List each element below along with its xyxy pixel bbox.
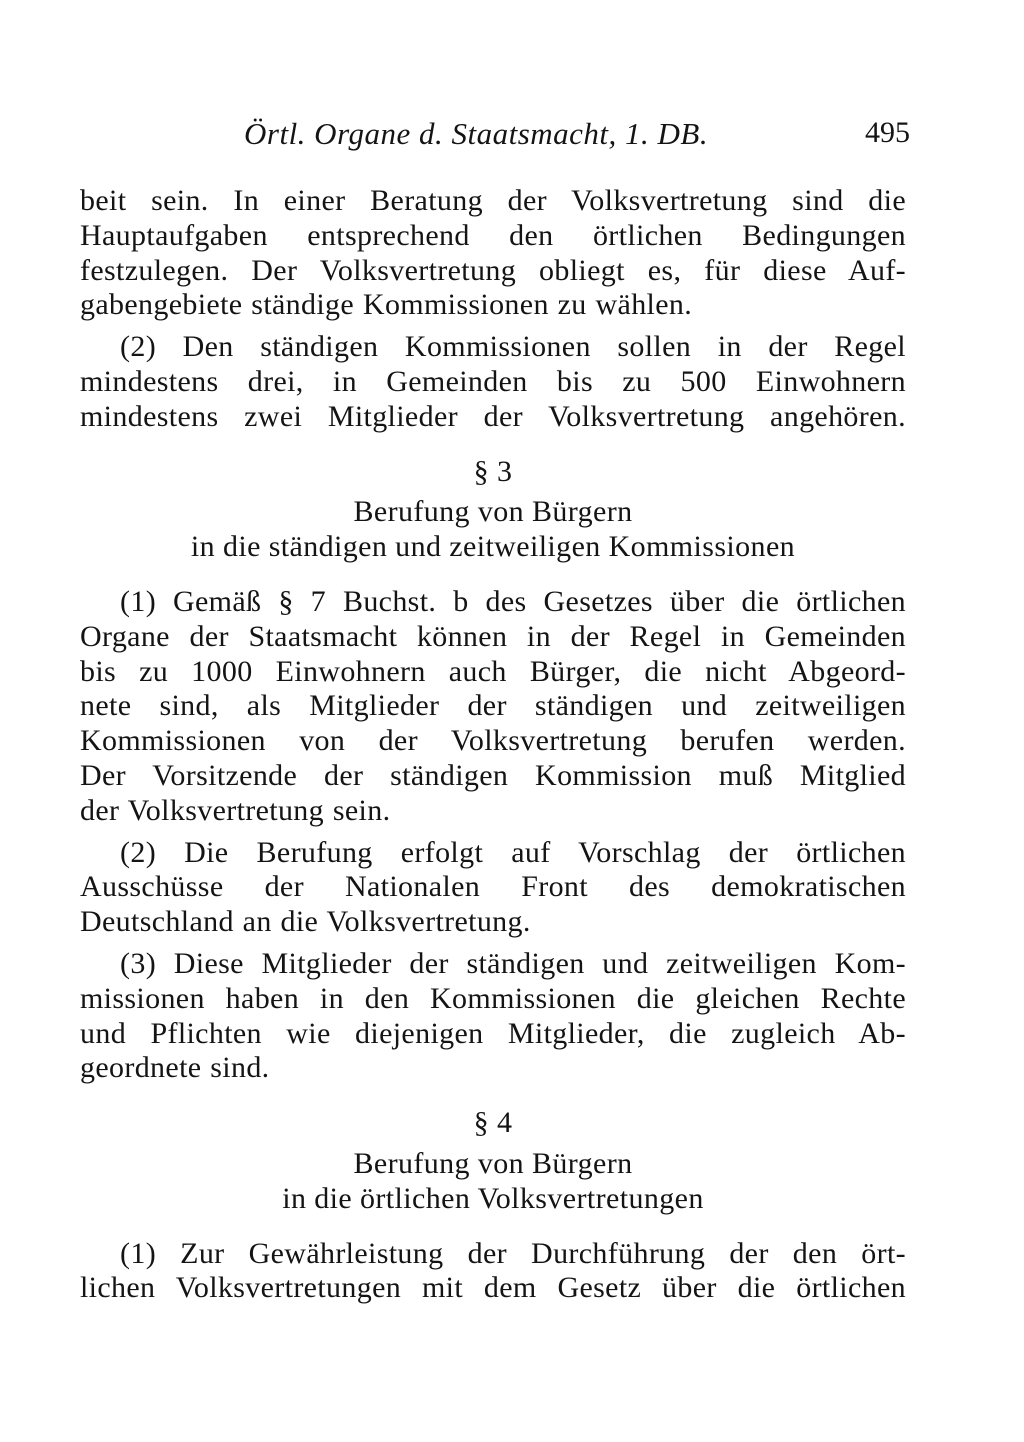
text-line: geordnete sind. [80,1051,270,1085]
section-sign: § 4 [473,1106,513,1140]
paragraph-continued [80,184,906,323]
text-line: Organe der Staatsmacht können in der Regel in Gemeinden [80,619,906,653]
section-title-line: in die ständigen und zeitweiligen Kommissionen [190,530,796,564]
section-3-heading [80,455,906,565]
body-text [80,184,906,1306]
section-3-paragraph-2 [80,836,906,940]
text-line: (2) Den ständigen Kommissionen sollen in der Regel [120,330,906,364]
text-line: nete sind, als Mitglieder der ständigen und zeitweiligen [80,689,906,723]
text-line: (3) Diese Mitglieder der ständigen und zeitweiligen Kom- [120,946,906,980]
section-title-line: Berufung von Bürgern [353,495,633,529]
text-line: mindestens drei, in Gemeinden bis zu 500 Einwohnern [80,364,906,398]
text-line: gabengebiete ständige Kommissionen zu wählen. [80,288,693,322]
section-title-line: in die örtlichen Volksvertretungen [282,1181,704,1215]
text-line: beit sein. In einer Beratung der Volksvertretung sind die [80,184,906,217]
section-sign: § 3 [473,454,513,488]
running-title: Örtl. Organe d. Staatsmacht, 1. DB. [244,116,709,151]
text-line: mindestens zwei Mitglieder der Volksvertretung angehören. [80,399,906,433]
text-line: lichen Volksvertretungen mit dem Gesetz über die örtlichen [80,1271,906,1305]
section-title-line: Berufung von Bürgern [353,1146,633,1180]
text-line: festzulegen. Der Volksvertretung obliegt es, für diese Auf- [80,253,906,287]
text-line: Hauptaufgaben entsprechend den örtlichen Bedingungen [80,218,906,252]
section-3-paragraph-3 [80,947,906,1086]
text-line: und Pflichten wie diejenigen Mitglieder, die zugleich Ab- [80,1016,906,1050]
text-line: Deutschland an die Volksvertretung. [80,905,531,939]
section-4-paragraph-1 [80,1237,906,1307]
text-line: (2) Die Berufung erfolgt auf Vorschlag der örtlichen [120,835,906,869]
paragraph-2 [80,330,906,434]
running-head [80,112,910,156]
text-line: Kommissionen von der Volksvertretung berufen werden. [80,724,906,758]
section-4-heading [80,1106,906,1216]
text-line: missionen haben in den Kommissionen die gleichen Rechte [80,981,906,1015]
text-line: der Volksvertretung sein. [80,793,391,827]
text-line: Der Vorsitzende der ständigen Kommission muß Mitglied [80,758,906,792]
text-line: bis zu 1000 Einwohnern auch Bürger, die nicht Abgeord- [80,654,906,688]
section-3-paragraph-1 [80,585,906,829]
page-number: 495 [865,116,910,149]
text-line: (1) Zur Gewährleistung der Durchführung der den ört- [120,1236,906,1270]
text-line: (1) Gemäß § 7 Buchst. b des Gesetzes über die örtlichen [120,584,906,618]
text-line: Ausschüsse der Nationalen Front des demokratischen [80,870,906,904]
